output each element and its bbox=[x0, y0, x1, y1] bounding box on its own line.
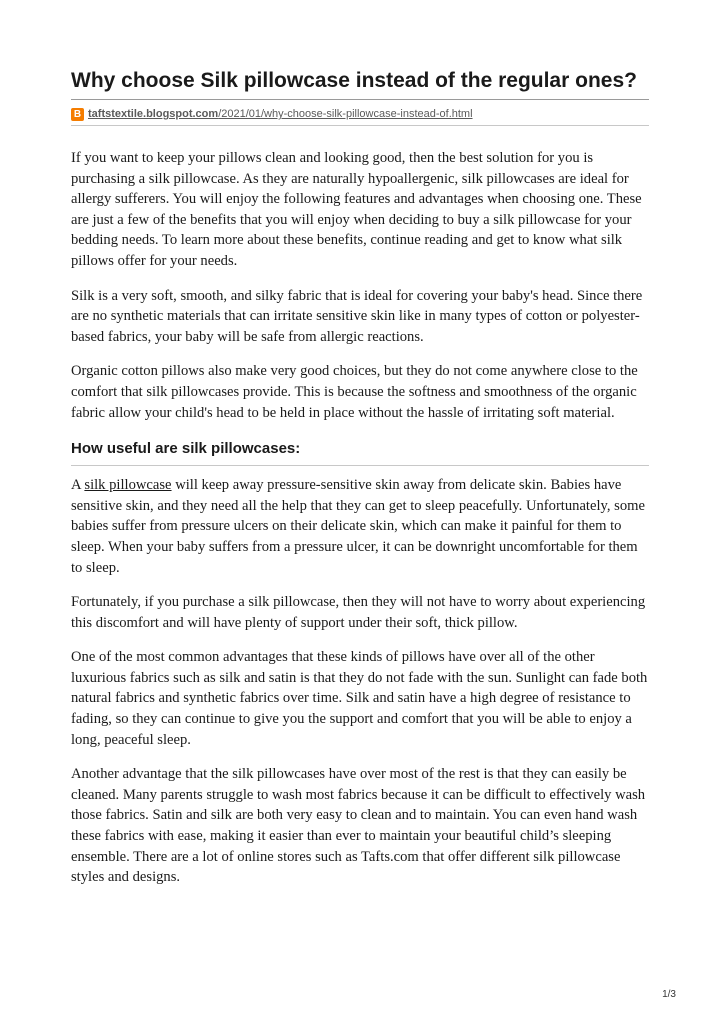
paragraph-intro-3: Organic cotton pillows also make very good choices, but they do not come anywhere close to the comfort that silk pillowcases provide. This is because the softness and smoothness of the organic fabric allow your child's head to be held in place without the hassle of irritating soft material. bbox=[71, 363, 638, 421]
source-url-link[interactable] bbox=[88, 108, 473, 120]
source-divider bbox=[71, 125, 649, 126]
source-domain: taftstextile.blogspot.com bbox=[88, 108, 219, 120]
paragraph-section-1 bbox=[71, 475, 649, 578]
page-number: 1/3 bbox=[662, 989, 676, 1000]
paragraph-intro-2: Silk is a very soft, smooth, and silky fabric that is ideal for covering your baby's head. Since there are no synthetic materials that can irritate sensitive skin like in many types of cotton or polyester-based fabrics, your baby will be safe from allergic reactions. bbox=[71, 287, 643, 345]
paragraph-intro-1: If you want to keep your pillows clean and looking good, then the best solution for you is purchasing a silk pillowcase. As they are naturally hypoallergenic, silk pillowcases are ideal for allergy sufferers. You will enjoy the following features and advantages when choosing one. These are just a few of the benefits that you will enjoy when deciding to buy a silk pillowcase for your bedding needs. To learn more about these benefits, continue reading and get to know what silk pillows offer for your needs. bbox=[71, 150, 642, 269]
source-path: /2021/01/why-choose-silk-pillowcase-instead-of.html bbox=[218, 108, 473, 120]
section-heading: How useful are silk pillowcases: bbox=[71, 440, 301, 458]
paragraph-section-3: One of the most common advantages that these kinds of pillows have over all of the other luxurious fabrics such as silk and satin is that they do not fade with the sun. Sunlight can fade both natural fabrics and synthetic fabrics over time. Silk and satin have a high degree of resistance to fading, so they can continue to give you the support and comfort that you will be able to enjoy a long, peaceful sleep. bbox=[71, 649, 648, 748]
paragraph-suffix: will keep away pressure-sensitive skin away from delicate skin. Babies have sensitive skin, and they need all the help that they can get to sleep peacefully. Unfortunately, some babies suffer from pressure ulcers on their delicate skin, which can make it painful for them to sleep. When your baby suffers from a pressure ulcer, it can be downright uncomfortable for them to sleep. bbox=[71, 477, 645, 576]
section-divider bbox=[71, 465, 649, 466]
paragraph-section-4: Another advantage that the silk pillowcases have over most of the rest is that they can easily be cleaned. Many parents struggle to wash most fabrics because it can be difficult to effectively wash those fabrics. Satin and silk are both very easy to clean and to maintain. You can even hand wash these fabrics with ease, making it easier than ever to maintain your beautiful child’s sleeping ensemble. There are a lot of online stores such as Tafts.com that offer different silk pillowcase styles and designs. bbox=[71, 766, 646, 886]
paragraph-prefix: A bbox=[71, 477, 85, 494]
document-page bbox=[71, 68, 649, 888]
blogger-icon: B bbox=[71, 108, 84, 121]
paragraph-section-2: Fortunately, if you purchase a silk pillowcase, then they will not have to worry about experiencing this discomfort and will have plenty of support under their soft, thick pillow. bbox=[71, 594, 646, 631]
source-line bbox=[71, 105, 649, 123]
document-title: Why choose Silk pillowcase instead of the regular ones? bbox=[71, 69, 637, 92]
title-divider bbox=[71, 99, 649, 100]
silk-pillowcase-link[interactable]: silk pillowcase bbox=[84, 477, 172, 494]
